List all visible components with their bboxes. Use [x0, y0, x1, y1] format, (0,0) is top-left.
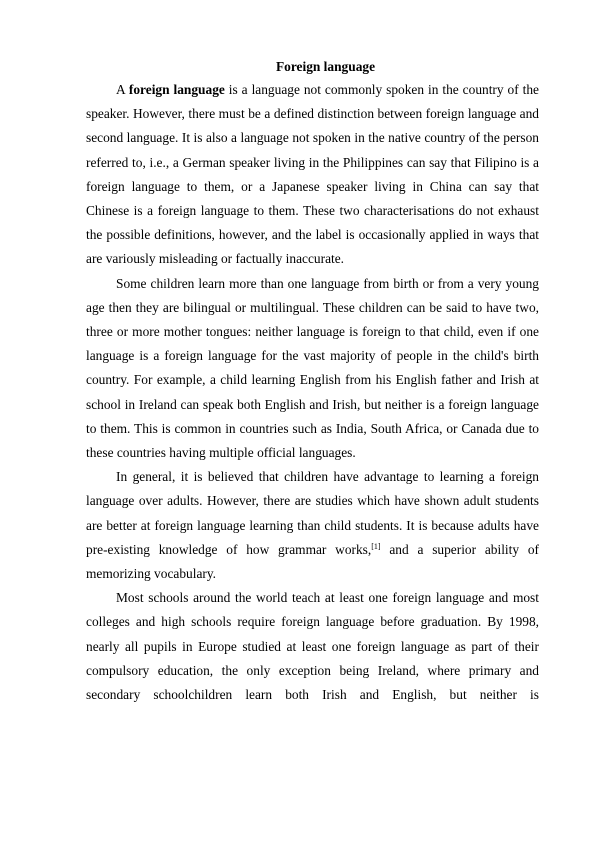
- citation-reference-link[interactable]: [1]: [371, 541, 381, 551]
- paragraph-learning-age: [86, 465, 539, 586]
- term-foreign-language: foreign language: [128, 82, 225, 97]
- paragraph-learning-age-end: and a superior ability of memorizing vocabulary.: [86, 541, 540, 582]
- document-title: Foreign language: [275, 59, 376, 74]
- paragraph-bilingual: Some children learn more than one language from birth or from a very young age then they are bilingual or multilingual. These children can be said to have two, three or more mother tongues: neither language is foreign to that child, even if one language is a foreign language for the vast majority of people in the child's birth country. For example, a child learning English from his English father and Irish at school in Ireland can speak both English and Irish, but neither is a foreign language to them. This is common in countries such as India, South Africa, or Canada due to these countries having multiple official languages.: [86, 275, 539, 461]
- paragraph-definition-text: is a language not commonly spoken in the country of the speaker. However, there must be a defined distinction between foreign language and second language. It is also a language not spoken in the native country of the person referred to, i.e., a German speaker living in the Philippines can say that Filipino is a foreign language to them, or a Japanese speaker living in China can say that Chinese is a foreign language to them. These two characterisations do not exhaust the possible definitions, however, and the label is occasionally applied in ways that are variously misleading or factually inaccurate.: [86, 82, 540, 267]
- paragraph-definition: [86, 78, 539, 272]
- paragraph-definition-lead: A: [116, 82, 129, 97]
- paragraph-learning-age-text: In general, it is believed that children have advantage to learning a foreign language over adults. However, there are studies which have shown adult students are better at foreign language learning than child students. It is because adults have pre-existing knowledge of how grammar works,: [86, 469, 539, 557]
- document-body: [86, 56, 539, 707]
- paragraph-schools: Most schools around the world teach at least one foreign language and most colleges and high schools require foreign language before graduation. By 1998, nearly all pupils in Europe studied at least one foreign language as part of their compulsory education, the only exception being Ireland, where primary and secondary schoolchildren learn both Irish and English, but neither is: [86, 590, 539, 703]
